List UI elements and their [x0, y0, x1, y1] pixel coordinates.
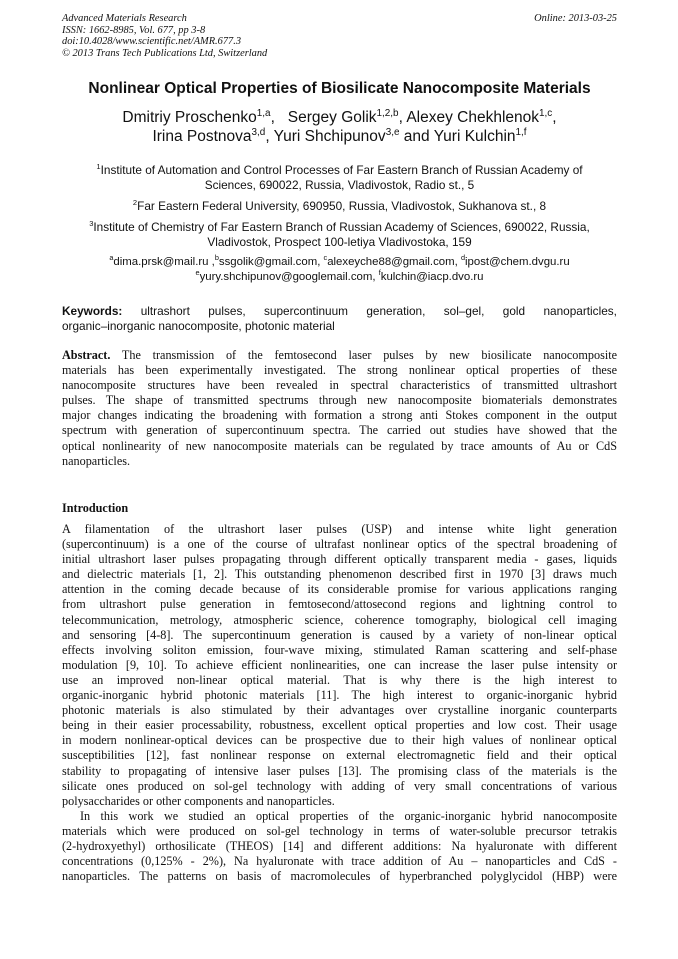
body-text-line: and dielectric materials [1, 2]. This outstanding phenomenon described first in 1970 [3] draws much [62, 567, 617, 582]
doi-line: doi:10.4028/www.scientific.net/AMR.677.3 [62, 36, 242, 48]
body-text-line: organic-inorganic hybrid photonic materials [11]. The high interest to organic-inorganic hybrid [62, 688, 617, 703]
email-superscript: f [378, 267, 381, 277]
body-text-line: polysaccharides or other components and nanoparticles. [62, 793, 335, 808]
keyword-word: generation, [366, 304, 426, 318]
body-text-line: effects involving soliton emission, four-wave mixing, stimulated Raman scattering and self-phase [62, 642, 617, 657]
author-superscript: 1,c [539, 107, 553, 119]
email-link[interactable]: ipost@chem.dvgu.ru [465, 256, 570, 268]
body-text-line: from ultrashort pulse generation in femtosecond/attosecond regions and lightning control to [62, 597, 617, 612]
body-text-line: susceptibilities [12], fast nonlinear response on external electromagnetic field and their optical [62, 748, 617, 763]
body-text-line: and sensoring [4-8]. The supercontinuum generation is caused by a variety of non-linear optical [62, 627, 617, 642]
author-superscript: 1,2,b [376, 107, 399, 119]
abstract-line: nanocomposite structures have been revealed in spectral characteristics of transmitted ultrashort [62, 378, 617, 393]
body-text-line: photonic materials is also stimulated by their advantages over crystalline inorganic counterparts [62, 703, 617, 718]
body-text-line: (2-hydroxyethyl) orthosilicate (THEOS) [14] and different additions: Na hyaluronate with different [62, 838, 617, 853]
running-header [62, 13, 617, 59]
body-text-line: nanoparticles. The patterns on basis of macromolecules of hyperbranched polyglycidol (HBP) were [62, 869, 617, 884]
online-date: Online: 2013-03-25 [534, 13, 617, 24]
author-superscript: 3,d [251, 126, 266, 138]
abstract-line: major changes indicating the broadening with formation a strong anti Stokes component in the output [62, 408, 617, 423]
body-text-line: A filamentation of the ultrashort laser pulses (USP) and intense white light generation [62, 522, 617, 536]
abstract-line: optical nonlinearity of new nanocomposite materials can be regulated by trace amounts of Au or CdS [62, 438, 617, 453]
author-name: Yuri Shchipunov [273, 128, 386, 145]
paper-title: Nonlinear Optical Properties of Biosilicate Nanocomposite Materials [88, 80, 591, 97]
email-superscript: e [195, 267, 200, 277]
journal-name: Advanced Materials Research [62, 13, 187, 24]
abstract-line [62, 348, 617, 363]
author-name: Sergey Golik [287, 109, 377, 126]
keywords-line-2: organic–inorganic nanocomposite, photonic material [62, 319, 335, 333]
affiliation-2 [62, 199, 617, 214]
body-text-line: use an improved non-linear optical material. That is why there is the high interest to [62, 672, 617, 687]
abstract-label: Abstract. [62, 348, 111, 362]
email-list: $^a$dima.prsk@mail.ru ,$^b$ssgolik@gmail.com, $^c$alexeyche88@gmail.com, $^d$ipost@chem.dvgu.ru $^e$yury.shchipunov@googlemail.com, $^f$kulchin@iacp.dvo.ru [109, 253, 570, 283]
body-text-line: materials which were produced on sol-gel technology in terms of water-soluble precursor tetrakis [62, 823, 617, 838]
author-superscript: 1,a [256, 107, 271, 119]
abstract-text: The transmission of the femtosecond laser pulses by new biosilicate nanocomposite [121, 348, 617, 362]
section-heading: Introduction [62, 501, 129, 515]
issn-line: ISSN: 1662-8985, Vol. 677, pp 3-8 [62, 24, 206, 36]
email-superscript: b [214, 253, 219, 263]
email-link[interactable]: dima.prsk@mail.ru [113, 256, 209, 268]
copyright-line: © 2013 Trans Tech Publications Ltd, Switzerland [62, 47, 268, 59]
body-text-line: in modern nonlinear-optical devices can be prospective due to their high values of nonlinear optical [62, 733, 617, 748]
keyword-word: pulses, [208, 304, 246, 318]
author-list: Dmitriy Proschenko$^{1,a}$, Sergey Golik$^{1,2,b}$, Alexey Chekhlenok$^{1,c}$, Irina Postnova$^{3,d}$, Yuri Shchipunov$^{3,e}$ and Yuri Kulchin$^{1,f}$ [122, 107, 557, 145]
body-text-line: initial ultrashort laser pulses propagating through different optically transparent media - gases, liquids [62, 552, 617, 567]
email-link[interactable]: ssgolik@gmail.com [218, 256, 318, 268]
affiliation-text: Far Eastern Federal University, 690950, Russia, Vladivostok, Sukhanova st., 8 [137, 199, 547, 213]
email-link[interactable]: yury.shchipunov@googlemail.com [199, 270, 373, 283]
keywords-section [62, 304, 617, 334]
body-text-line: attention in the coming decade because of its considerable promise for various applications ranging [62, 582, 617, 597]
body-text-line: stability to propagating of intensive laser pulses [13]. The promising class of the materials is the [62, 763, 617, 778]
body-text-line: being in their easier processability, robustness, excellent optical properties and low cost. Their usage [62, 718, 617, 733]
body-text-line: In this work we studied an optical properties of the organic-inorganic hybrid nanocomposite [80, 808, 617, 823]
affiliation-text: Institute of Chemistry of Far Eastern Branch of Russian Academy of Sciences, 690022, Russia, [93, 220, 590, 234]
email-superscript: a [109, 253, 114, 263]
body-text-line: silicate ones produced on sol-gel technology with adding of very small concentrations of various [62, 778, 617, 793]
affiliation-number: 2 [132, 198, 138, 208]
keyword-word: ultrashort [140, 304, 190, 318]
keywords-label: Keywords: [62, 304, 123, 318]
keywords-line-1 [62, 304, 617, 319]
author-name: Yuri Kulchin [433, 128, 516, 145]
email-link[interactable]: alexeyche88@gmail.com [327, 256, 455, 268]
affiliation-text: Sciences, 690022, Russia, Vladivostok, Radio st., 5 [204, 178, 475, 192]
affiliation-number: 3 [89, 219, 94, 229]
affiliation-text: Institute of Automation and Control Processes of Far Eastern Branch of Russian Academy of [100, 163, 583, 177]
keyword-word: nanoparticles, [543, 304, 617, 318]
keyword-word: sol–gel, [443, 304, 485, 318]
author-superscript: 3,e [385, 126, 400, 138]
body-text-line: telecommunication, metrology, atmospheric science, coherence tomography, biological cell imaging [62, 612, 617, 627]
email-superscript: d [460, 253, 466, 263]
author-conjunction: and [403, 128, 430, 145]
affiliation-text: Vladivostok, Prospect 100-letiya Vladivostoka, 159 [207, 235, 472, 249]
abstract-line: materials has been experimentally investigated. The strong nonlinear optical properties of these [62, 363, 617, 378]
body-text-line: (supercontinuum) is a one of the course of ultrafast nonlinear optics of the spectral broadening of [62, 537, 617, 552]
body-text-line: concentrations (0,125% - 2%), Na hyaluronate with trace addition of Au – nanoparticles and CdS - [62, 854, 617, 869]
affiliation-3 [62, 220, 617, 250]
author-superscript: 1,f [515, 126, 527, 138]
keyword-word: supercontinuum [264, 304, 348, 318]
author-name: Dmitriy Proschenko [122, 109, 257, 126]
abstract-line: spectrum with generation of supercontinuum spectra. The carried out studies have showed that the [62, 423, 617, 438]
abstract-line: nanoparticles. [62, 453, 131, 468]
author-name: Alexey Chekhlenok [406, 109, 540, 126]
introduction-body [62, 522, 617, 884]
author-name: Irina Postnova [152, 128, 252, 145]
keyword-word: gold [502, 304, 526, 318]
affiliation-1 [62, 163, 617, 193]
affiliation-number: 1 [96, 162, 101, 172]
email-superscript: c [323, 253, 328, 263]
abstract-section [62, 348, 617, 469]
email-link[interactable]: kulchin@iacp.dvo.ru [380, 270, 484, 283]
abstract-line: pulses. The shape of transmitted spectrums through new nanocomposite biomaterials demonstrates [62, 393, 617, 408]
body-text-line: modulation [9, 10]. To achieve efficient nonlinearities, one can increase the laser pulse intensity or [62, 657, 617, 672]
